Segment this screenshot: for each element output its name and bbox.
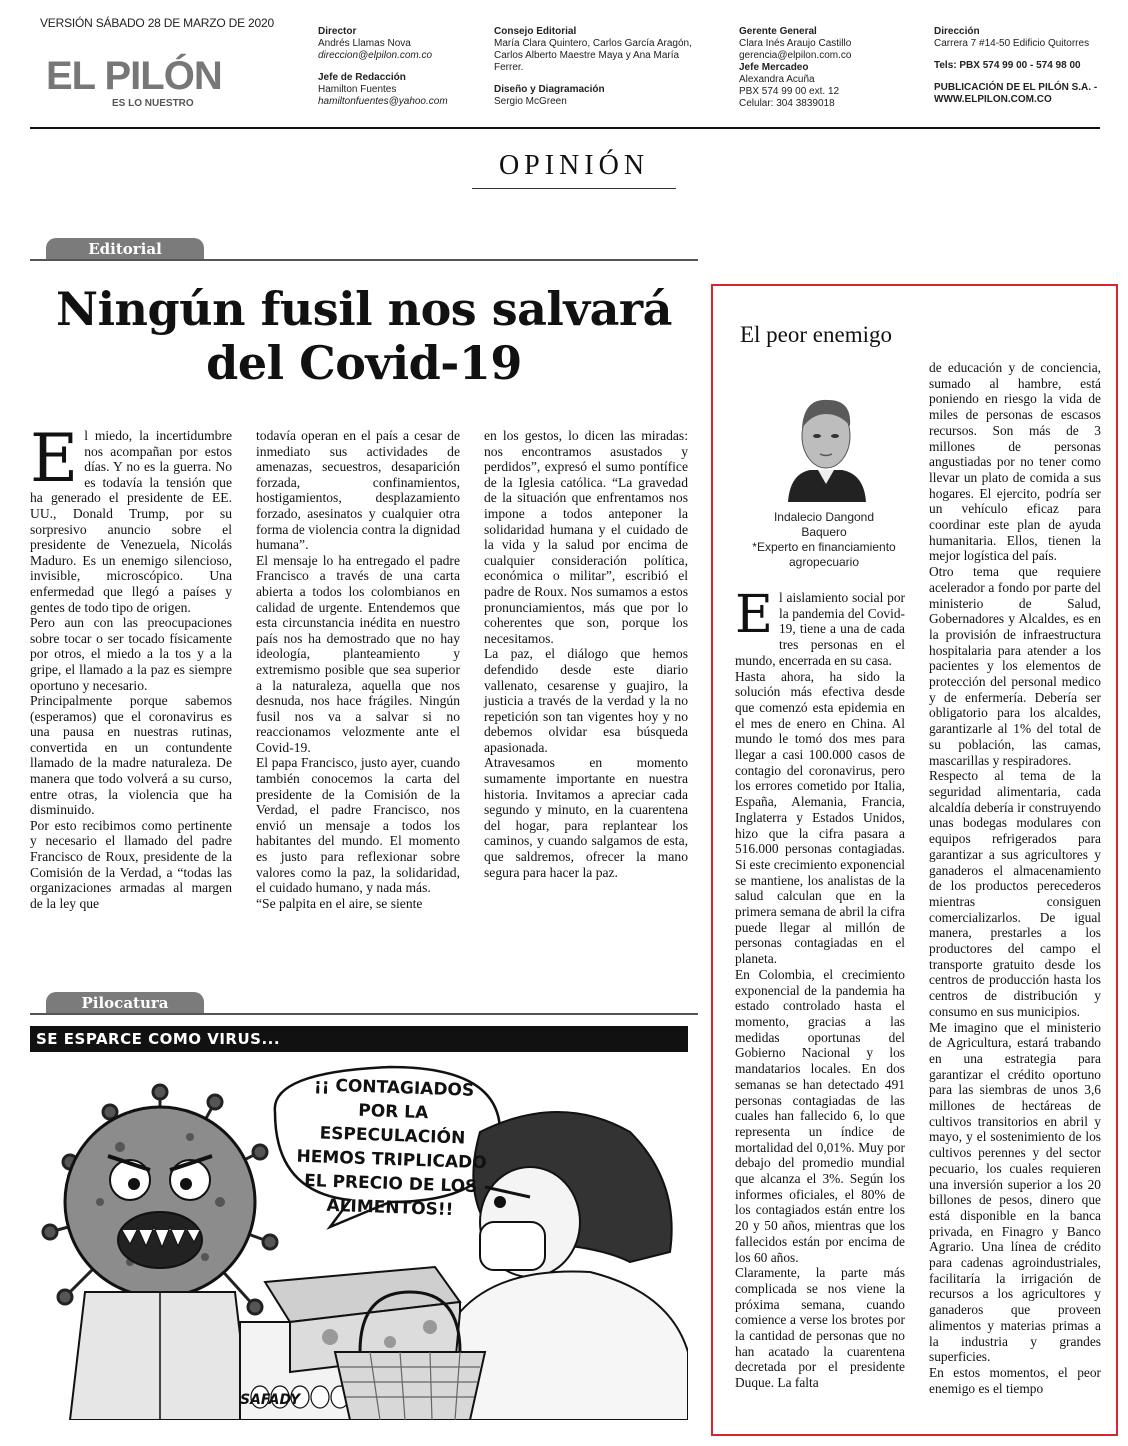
paragraph: Principalmente porque sabemos (esperamos) que el coronavirus es una pausa en nuestras rutinas, convertida en un contundente llamado de la madre naturaleza. De manera que todo volverá a su curso, entre otras, la violencia que ha disminuido. bbox=[30, 693, 232, 818]
direccion-address: Carrera 7 #14-50 Edificio Quitorres bbox=[934, 38, 1090, 49]
paragraph: Atravesamos en momento sumamente importante en nuestra historia. Invitamos a apreciar cada segundo y minuto, en la cuarentena del hogar, para replantear los caminos, y cuando salgamos de esta, que saldremos, ofrecer la mano segura para hacer la paz. bbox=[484, 755, 688, 880]
author-name: Indalecio Dangond bbox=[773, 510, 875, 524]
author-role-2: agropecuario bbox=[788, 555, 860, 569]
director-heading: Director bbox=[318, 26, 357, 37]
paragraph: todavía operan en el país a cesar de inmediato sus actividades de amenazas, secuestros, desaparición forzada, confinamientos, hostigamientos, desplazamiento forzado, asesinatos y cualquier otra forma de violencia contra la dignidad humana”. bbox=[256, 428, 460, 553]
pilocatura-tab: Pilocatura bbox=[46, 992, 204, 1014]
paragraph: En estos momentos, el peor enemigo es el tiempo bbox=[929, 1365, 1101, 1396]
editorial-column-3 bbox=[484, 428, 688, 880]
author-role: *Experto en financiamiento bbox=[752, 540, 896, 554]
staff-consejo-block bbox=[494, 26, 714, 108]
gerente-name: Clara Inés Araujo Castillo bbox=[739, 38, 852, 49]
staff-gerencia-block bbox=[739, 26, 919, 110]
newspaper-logo: EL PILÓN bbox=[46, 54, 222, 98]
editorial-dropcap: E bbox=[30, 420, 79, 497]
director-name: Andrés Llamas Nova bbox=[318, 38, 411, 49]
masthead bbox=[30, 14, 1100, 129]
staff-direccion-block bbox=[934, 26, 1104, 106]
staff-director-block bbox=[318, 26, 488, 108]
gerente-email: gerencia@elpilon.com.co bbox=[739, 50, 852, 61]
paragraph: en los gestos, lo dicen las miradas: nos encontramos asustados y perdidos”, expresó el sumo pontífice de la Iglesia católica. “La gravedad de la situación que enfrentamos nos impone a todos anteponer la solidaridad humana y el cuidado de la vida y la salud por encima de cualquier consideración política, económica o militar”, escribió el padre de Roux. Nos sumamos a estos pronunciamientos, más que por lo coherentes que son, porque los necesitamos. bbox=[484, 428, 688, 646]
column-title: El peor enemigo bbox=[739, 322, 892, 347]
paragraph: La paz, el diálogo que hemos defendido desde este diario vallenato, cesarense y guajiro, la justicia a través de la verdad y la no repetición son tan vigentes hoy y no debemos olvidar esa búsqueda apasionada. bbox=[484, 646, 688, 755]
author-credit bbox=[736, 510, 912, 570]
paragraph: Me imagino que el ministerio de Agricultura, estará trabando en una estrategia para garantizar el crédito oportuno para las siembras de unos 3,6 millones de hectáreas de cultivos transitorios en abril y mayo, y el sostenimiento de los cultivos perennes y del sector pecuario, los cuales requieren una inversión superior a los 20 billones de pesos, dinero que está disponible en la banca privada, en Finagro y Banco Agrario. Una línea de crédito para cadenas agroindustriales, facilitaría la irrigación de recursos a los agricultores y ganaderos que proveen alimentos y materias primas a la industria y grandes superficies. bbox=[929, 1019, 1101, 1365]
cartoon-speech-bubble: ¡¡ CONTAGIADOS POR LA ESPECULACIÓN HEMOS TRIPLICADO EL PRECIO DE LOS ALIMENTOS!! bbox=[296, 1075, 487, 1221]
consejo-line-2: Carlos Alberto Maestre Maya y Ana María bbox=[494, 50, 680, 61]
cartoon bbox=[30, 1026, 688, 1420]
consejo-line-3: Ferrer. bbox=[494, 62, 524, 73]
editorial-headline: Ningún fusil nos salvará del Covid-19 bbox=[56, 282, 672, 390]
mercadeo-cel: Celular: 304 3839018 bbox=[739, 98, 835, 109]
mercadeo-heading: Jefe Mercadeo bbox=[739, 62, 809, 73]
paragraph: l aislamiento social por la pandemia del Covid-19, tiene a una de cada tres personas en el mundo, encerrada en su casa. bbox=[735, 590, 905, 668]
paragraph: Respecto al tema de la seguridad alimentaria, cada alcaldía debería ir construyendo unas bodegas modulares con equipos refrigerados para garantizar a sus agricultores y ganaderos el almacenamiento de los productos perecederos mientras consiguen comercializarlos. De igual manera, prestarles a los productores del campo el transporte gratuito desde los centros de producción hasta los centros de distribución y consumo en sus municipios. bbox=[929, 768, 1101, 1019]
publicacion-line-2: WWW.ELPILON.COM.CO bbox=[934, 94, 1052, 105]
jefe-email: hamiltonfuentes@yahoo.com bbox=[318, 96, 448, 107]
direccion-tel: Tels: PBX 574 99 00 - 574 98 00 bbox=[934, 60, 1081, 71]
paragraph: En Colombia, el crecimiento exponencial de la pandemia ha estado controlado hasta el momento, gracias a las medidas oportunas del Gobierno Nacional y los mandatarios locales. En dos semanas se han detectado 491 personas contagiadas de las cuales han fallecido 6, lo que representa un índice de mortalidad del 0,01%. Muy por debajo del promedio mundial que alcanza el 3%. Según los informes oficiales, el 80% de los contagiados están entre los 20 y 50 años, mientras que los fallecidos están por encima de los 60 años. bbox=[735, 966, 905, 1265]
paragraph: Claramente, la parte más complicada se nos viene la próxima semana, cuando comience a verse los brotes por la cantidad de personas que no han acatado la cuarentena decretada por el presidente Duque. La falta bbox=[735, 1265, 905, 1391]
editorial-column-1 bbox=[30, 420, 232, 911]
jefe-heading: Jefe de Redacción bbox=[318, 72, 406, 83]
paragraph: El papa Francisco, justo ayer, cuando también conocemos la carta del presidente de la Comisión de la Verdad, el padre Francisco, nos envió un mensaje a todos los habitantes del mundo. El momento es justo para reflexionar sobre valores como la paz, la solidaridad, el cuidado humano, y nada más. bbox=[256, 755, 460, 896]
section-title: OPINIÓN bbox=[472, 150, 676, 189]
diseno-heading: Diseño y Diagramación bbox=[494, 84, 605, 95]
diseno-name: Sergio McGreen bbox=[494, 96, 567, 107]
editorial-rule bbox=[30, 259, 698, 261]
mercadeo-name: Alexandra Acuña bbox=[739, 74, 815, 85]
direccion-heading: Dirección bbox=[934, 26, 980, 37]
cartoonist-signature: SAFADY bbox=[240, 1392, 301, 1408]
pilocatura-rule bbox=[30, 1013, 698, 1015]
cartoon-caption-bar: SE ESPARCE COMO VIRUS... bbox=[30, 1026, 688, 1052]
paragraph: “Se palpita en el aire, se siente bbox=[256, 895, 423, 911]
newspaper-slogan: ES LO NUESTRO bbox=[112, 98, 194, 109]
consejo-line-1: María Clara Quintero, Carlos García Aragón, bbox=[494, 38, 692, 49]
author-surname: Baquero bbox=[801, 525, 847, 539]
column-text-right bbox=[929, 360, 1101, 1396]
paragraph: El mensaje lo ha entregado el padre Francisco a través de una carta abierta a todos los colombianos en calidad de urgente. Entendemos que esta circunstancia inédita en nuestro país nos ha demostrado que no hay ideología, planteamiento y extremismo posible que sea superior a la naturaleza, aquella que nos desnuda, nos hace frágiles. Ningún fusil nos va a salvar si no reaccionamos velozmente ante el Covid-19. bbox=[256, 552, 460, 755]
column-dropcap: E bbox=[735, 585, 773, 645]
paragraph: l miedo, la incertidumbre nos acompañan por estos días. Y no es la guerra. No es todavía la tensión que ha generado el presidente de EE. UU., Donald Trump, por su sorpresivo anuncio sobre el presidente de Venezuela, Nicolás Maduro. Es un enemigo silencioso, invisible, microscópico. Una enfermedad que llegó a países y gentes de todo tipo de origen. bbox=[30, 428, 232, 615]
mercadeo-pbx: PBX 574 99 00 ext. 12 bbox=[739, 86, 840, 97]
paragraph: Por esto recibimos como pertinente y necesario el llamado del padre Francisco de Roux, presidente de la Comisión de la Verdad, a “todas las organizaciones armadas al margen de la ley que bbox=[30, 817, 232, 911]
editorial-tab: Editorial bbox=[46, 238, 204, 260]
editorial-column-2 bbox=[256, 428, 460, 911]
paragraph: Otro tema que requiere acelerador a fondo por parte del ministerio de Salud, Gobernadores y Alcaldes, es en la provisión de infraestructura hospitalaria para atender a los pacientes y los elementos de protección del personal medico y de enfermería. Debería ser obligatorio para los alcaldes, garantizarle al 1% del total de su población, las camas, mascarillas y respiradores. bbox=[929, 564, 1101, 768]
author-photo bbox=[780, 384, 872, 502]
column-text-left bbox=[735, 585, 905, 1391]
paragraph: Hasta ahora, ha sido la solución más efectiva desde que comenzó esta epidemia en el mes de enero en China. Al mundo le tomó dos mes para llegar a casi 100.000 casos de contagio del coronavirus, pero los errores cometido por Italia, España, Alemania, Francia, Inglaterra y Estados Unidos, hizo que la cifra pasara a 516.000 personas contagiadas. Si este crecimiento exponencial se mantiene, los analistas de la salud calculan que en la primera semana de abril la cifra puede llegar al millón de personas contagiadas en el planeta. bbox=[735, 668, 905, 967]
gerente-heading: Gerente General bbox=[739, 26, 817, 37]
consejo-heading: Consejo Editorial bbox=[494, 26, 577, 37]
paragraph: Pero aun con las preocupaciones sobre tocar o ser tocado físicamente por otros, el miedo a la tos y a la gripe, el llamado a la paz es siempre oportuno y necesario. bbox=[30, 615, 232, 693]
jefe-name: Hamilton Fuentes bbox=[318, 84, 397, 95]
paragraph: de educación y de conciencia, sumado al hambre, está poniendo en riesgo la vida de miles de personas de escasos recursos. Son más de 3 millones de personas angustiadas por no tener como llevar un plato de comida a sus hogares. El ejercito, podría ser un vehículo eficaz para coordinar este plan de ayuda humanitaria. Ellos, tienen la mejor logística del país. bbox=[929, 360, 1101, 564]
director-email: direccion@elpilon.com.co bbox=[318, 50, 433, 61]
publicacion-line-1: PUBLICACIÓN DE EL PILÓN S.A. - bbox=[934, 82, 1098, 93]
edition-date: VERSIÓN SÁBADO 28 DE MARZO DE 2020 bbox=[40, 16, 274, 30]
